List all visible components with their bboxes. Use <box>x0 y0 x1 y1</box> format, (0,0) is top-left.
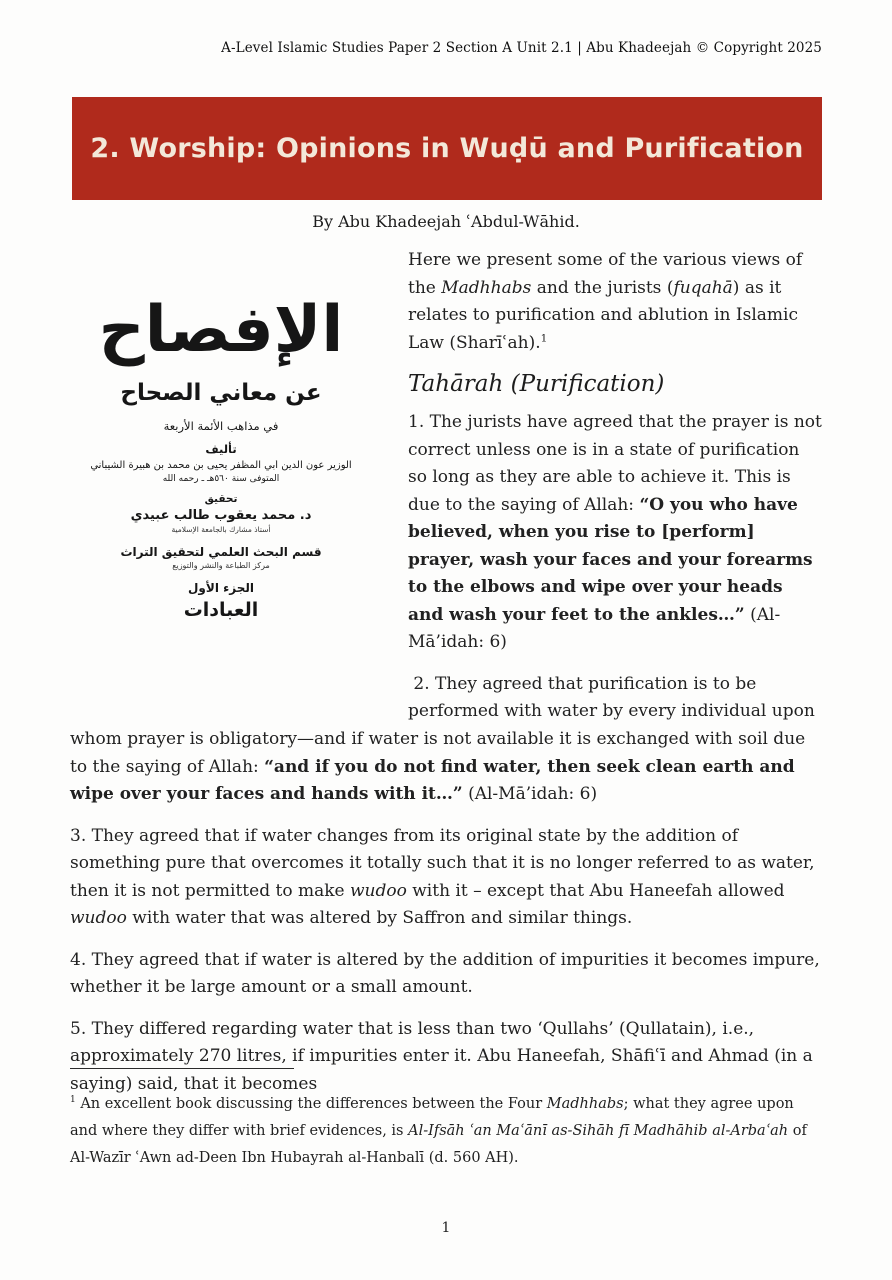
page-number: 1 <box>441 1220 451 1236</box>
cover-section-line: العبادات <box>183 599 259 622</box>
paragraph-3: 3. They agreed that if water changes from its original state by the addition of something pure that overcomes it totally such that it is no longer referred to as water, then it is not permitted to make wudoo with it – except that Abu Haneefah allowed wudoo with water that was altered by Saffron and similar things. <box>70 825 815 929</box>
cover-subtitle: عن معاني الصحاح <box>120 380 322 407</box>
cover-editor-note: أستاذ مشارك بالجامعة الإسلامية <box>171 525 271 535</box>
document-body <box>70 212 822 1112</box>
page-title: 2. Worship: Opinions in Wuḍū and Purification <box>90 133 804 164</box>
cover-dept-line: قسم البحث العلمي لتحقيق التراث <box>120 545 322 560</box>
intro-paragraph: Here we present some of the various views of the Madhhabs and the jurists (fuqahā) as it relates to purification and ablution in Islamic Law (Sharīʿah).$^1$ <box>408 250 803 353</box>
cover-death-line: المتوفى سنة ٥٦٠هـ ـ رحمه الله <box>162 474 280 485</box>
byline: By Abu Khadeejah ʿAbdul-Wāhid. <box>312 212 580 231</box>
taharah-heading: Tahārah (Purification) <box>408 371 665 398</box>
header-copyright-line: A-Level Islamic Studies Paper 2 Section A Unit 2.1 | Abu Khadeejah © Copyright 2025 <box>221 40 822 56</box>
cover-tahqeeq-label: تحقيق <box>204 493 238 506</box>
cover-taleef-label: تأليف <box>205 442 237 457</box>
footnote-1: $^1$ An excellent book discussing the differences between the Four Madhhabs; what they agree upon and where they differ with brief evidences, is Al-Ifsāh ʿan Maʿānī as-Sihāh fī Madhāhib al-Arbaʿah of Al-Wazīr ʿAwn ad-Deen Ibn Hubayrah al-Hanbalī (d. 560 AH). <box>70 1095 807 1166</box>
cover-series-line: في مذاهب الأئمة الأربعة <box>163 419 279 434</box>
footnote-separator <box>70 1068 294 1069</box>
paragraph-2: 2. They agreed that purification is to be performed with water by every individual upon whom prayer is obligatory—and if water is not available it is exchanged with soil due to the saying of Allah: “and if you do not find water, then seek clean earth and wipe over your faces and hands with it…” (Al-Mā’idah: 6) <box>70 673 815 805</box>
section-title-banner <box>72 97 822 200</box>
paragraph-4: 4. They agreed that if water is altered by the addition of impurities it becomes impure, whether it be large amount or a small amount. <box>70 949 820 998</box>
cover-editor-line: د. محمد يعقوب طالب عبيدي <box>130 508 312 524</box>
paragraph-1: 1. The jurists have agreed that the prayer is not correct unless one is in a state of purification so long as they are able to achieve it. This is due to the saying of Allah: “O you who have believed, when you rise to [perform] prayer, wash your faces and your forearms to the elbows and wipe over your heads and wash your feet to the ankles…” (Al-Mā’idah: 6) <box>408 412 822 653</box>
cover-dept-note: مركز الطباعة والنشر والتوزيع <box>172 561 270 571</box>
book-cover-scan <box>70 247 382 699</box>
cover-author-line: الوزير عون الدين أبي المظفر يحيى بن محمد بن هبيرة الشيباني <box>90 460 352 472</box>
cover-volume-line: الجزء الأول <box>188 581 254 596</box>
cover-title-calligraphy: الإفصاح <box>98 293 344 367</box>
paragraph-5: 5. They differed regarding water that is less than two ‘Qullahs’ (Qullatain), i.e., approximately 270 litres, if impurities enter it. Abu Haneefah, Shāfiʿī and Ahmad (in a saying) said, that it becomes <box>70 1018 813 1094</box>
footnote-area <box>70 1068 822 1171</box>
